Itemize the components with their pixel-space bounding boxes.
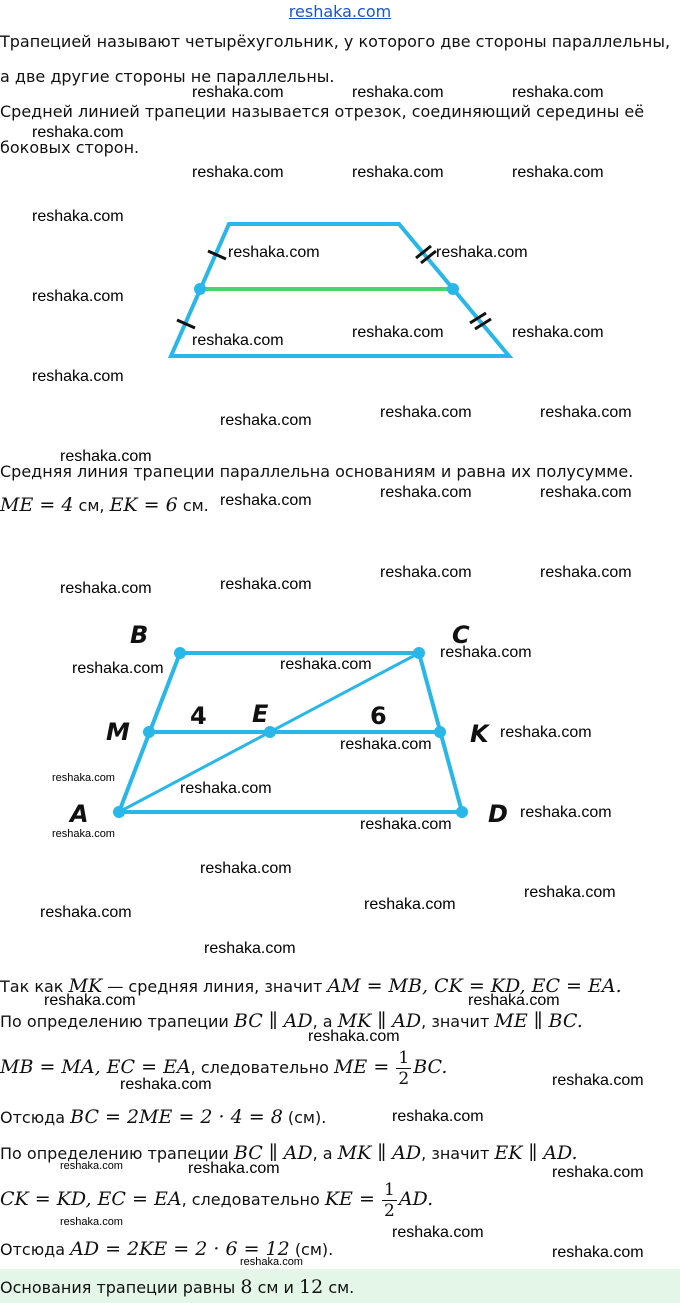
l3-fraction: $\frac{1}{2}$ — [398, 1048, 410, 1089]
given-ek: EK = 6 — [109, 494, 178, 516]
solution-line2 — [0, 1010, 583, 1032]
l6-fraction: $\frac{1}{2}$ — [383, 1180, 395, 1221]
answer-c: см. — [328, 1278, 355, 1297]
given-me: ME = 4 — [0, 494, 74, 516]
answer-b: см и — [257, 1278, 294, 1297]
watermark: reshaka.com — [436, 244, 528, 261]
watermark: reshaka.com — [364, 896, 456, 913]
watermark: reshaka.com — [500, 724, 592, 741]
label-k: K — [470, 720, 489, 748]
l7-m: AD = 2KE = 2 · 6 = 12 — [70, 1238, 290, 1260]
l6-m1: CK = KD, EC = EA — [0, 1188, 182, 1210]
l5-m2: MK ∥ AD — [337, 1142, 422, 1164]
watermark: reshaka.com — [524, 884, 616, 901]
l3-m2: ME = — [333, 1056, 390, 1078]
l7-a: Отсюда — [0, 1240, 66, 1259]
watermark: reshaka.com — [280, 656, 372, 673]
l5-m1: BC ∥ AD — [233, 1142, 313, 1164]
watermark: reshaka.com — [60, 448, 152, 465]
watermark: reshaka.com — [512, 324, 604, 341]
watermark: reshaka.com — [352, 324, 444, 341]
label-me-length: 4 — [190, 702, 207, 730]
l3-m1: MB = MA, EC = EA — [0, 1056, 191, 1078]
watermark: reshaka.com — [380, 404, 472, 421]
l6-m3: AD. — [398, 1188, 434, 1210]
l1-m1: MK — [68, 975, 103, 997]
label-c: C — [452, 621, 470, 649]
watermark-small: reshaka.com — [52, 772, 115, 784]
l1-m2: AM = MB, CK = KD, EC = EA. — [327, 975, 622, 997]
l1-a: Так как — [0, 977, 64, 996]
watermark: reshaka.com — [220, 492, 312, 509]
l2-b: , а — [312, 1012, 333, 1031]
watermark: reshaka.com — [392, 1108, 484, 1125]
watermark: reshaka.com — [44, 992, 136, 1009]
watermark: reshaka.com — [204, 940, 296, 957]
l5-m3: EK ∥ AD. — [494, 1142, 578, 1164]
watermark: reshaka.com — [552, 1072, 644, 1089]
solution-line6 — [0, 1180, 433, 1221]
l3-m3: BC. — [413, 1056, 448, 1078]
watermark: reshaka.com — [192, 332, 284, 349]
l4-b: (см). — [287, 1108, 327, 1127]
answer-v2: 12 — [299, 1276, 324, 1298]
watermark: reshaka.com — [180, 780, 272, 797]
watermark: reshaka.com — [392, 1224, 484, 1241]
watermark: reshaka.com — [32, 288, 124, 305]
watermark: reshaka.com — [552, 1164, 644, 1181]
label-a: A — [70, 800, 89, 828]
watermark-small: reshaka.com — [52, 828, 115, 840]
watermark: reshaka.com — [72, 660, 164, 677]
definition-trapezoid-line2: а две другие стороны не параллельны. — [0, 67, 335, 86]
watermark: reshaka.com — [188, 1160, 280, 1177]
given-unit1: см, — [78, 496, 105, 515]
watermark: reshaka.com — [512, 164, 604, 181]
point-a — [113, 806, 125, 818]
watermark: reshaka.com — [540, 564, 632, 581]
watermark-small: reshaka.com — [60, 1216, 123, 1228]
watermark: reshaka.com — [340, 736, 432, 753]
watermark: reshaka.com — [352, 84, 444, 101]
point-k — [434, 726, 446, 738]
definition-midline-line1: Средней линией трапеции называется отрезок, соединяющий середины её — [0, 102, 645, 121]
midline-property: Средняя линия трапеции параллельна основаниям и равна их полусумме. — [0, 462, 634, 481]
watermark: reshaka.com — [192, 164, 284, 181]
watermark-small: reshaka.com — [240, 1256, 303, 1268]
l2-m1: BC ∥ AD — [233, 1010, 313, 1032]
watermark: reshaka.com — [468, 992, 560, 1009]
label-b: B — [130, 621, 149, 649]
watermark: reshaka.com — [200, 860, 292, 877]
l6-m2: KE = — [324, 1188, 375, 1210]
watermark: reshaka.com — [380, 484, 472, 501]
l2-m3: ME ∥ BC. — [494, 1010, 583, 1032]
l2-a: По определению трапеции — [0, 1012, 229, 1031]
l5-c: , значит — [421, 1144, 490, 1163]
watermark: reshaka.com — [540, 404, 632, 421]
point-d — [456, 806, 468, 818]
answer-line — [0, 1276, 354, 1298]
l7-b: (см). — [294, 1240, 334, 1259]
answer-v1: 8 — [240, 1276, 253, 1298]
watermark: reshaka.com — [352, 164, 444, 181]
l5-a: По определению трапеции — [0, 1144, 229, 1163]
watermark: reshaka.com — [380, 564, 472, 581]
l4-m: BC = 2ME = 2 · 4 = 8 — [70, 1106, 283, 1128]
watermark: reshaka.com — [540, 484, 632, 501]
watermark: reshaka.com — [192, 84, 284, 101]
l5-b: , а — [312, 1144, 333, 1163]
watermark: reshaka.com — [512, 84, 604, 101]
solution-line4 — [0, 1106, 326, 1128]
watermark: reshaka.com — [440, 644, 532, 661]
definition-midline-line2: боковых сторон. — [0, 138, 140, 157]
label-m: M — [106, 718, 130, 746]
watermark: reshaka.com — [520, 804, 612, 821]
given-unit2: см. — [182, 496, 209, 515]
l6-a: , следовательно — [181, 1190, 320, 1209]
point-c — [413, 647, 425, 659]
watermark-small: reshaka.com — [60, 1160, 123, 1172]
site-link[interactable]: reshaka.com — [288, 2, 392, 21]
watermark: reshaka.com — [308, 1028, 400, 1045]
watermark: reshaka.com — [32, 368, 124, 385]
l1-b: — средняя линия, значит — [107, 977, 323, 996]
point-b — [174, 647, 186, 659]
definition-trapezoid-line1: Трапецией называют четырёхугольник, у которого две стороны параллельны, — [0, 32, 671, 51]
solution-line3 — [0, 1048, 447, 1089]
watermark: reshaka.com — [60, 580, 152, 597]
l4-a: Отсюда — [0, 1108, 66, 1127]
watermark: reshaka.com — [360, 816, 452, 833]
answer-a: Основания трапеции равны — [0, 1278, 236, 1297]
watermark: reshaka.com — [32, 124, 124, 141]
watermark: reshaka.com — [220, 412, 312, 429]
watermark: reshaka.com — [40, 904, 132, 921]
l2-m2: MK ∥ AD — [337, 1010, 422, 1032]
watermark: reshaka.com — [32, 208, 124, 225]
point-m — [143, 726, 155, 738]
label-e: E — [252, 700, 269, 728]
watermark: reshaka.com — [220, 576, 312, 593]
watermark: reshaka.com — [228, 244, 320, 261]
watermark: reshaka.com — [120, 1076, 212, 1093]
watermark: reshaka.com — [552, 1244, 644, 1261]
l2-c: , значит — [421, 1012, 490, 1031]
l3-a: , следовательно — [190, 1058, 329, 1077]
label-d: D — [488, 800, 508, 828]
label-ek-length: 6 — [370, 702, 387, 730]
